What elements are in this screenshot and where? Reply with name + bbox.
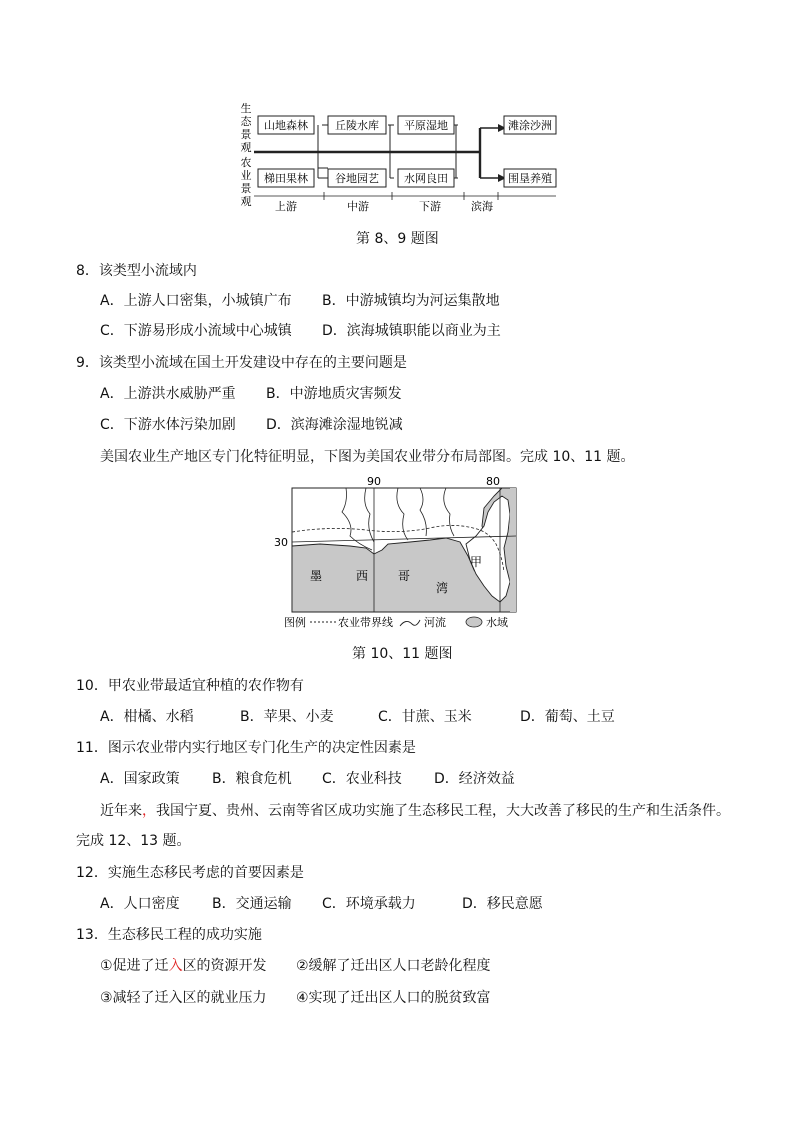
question-13-statement-2: ②缓解了迁出区人口老龄化程度 [296, 958, 491, 974]
question-12-option-b[interactable]: B．交通运输 [212, 896, 292, 912]
side-label-agri-2: 业 [240, 169, 252, 182]
us-agriculture-map [270, 474, 524, 634]
question-10-option-d[interactable]: D．葡萄、土豆 [520, 709, 615, 725]
question-10-option-a[interactable]: A．柑橘、水稻 [100, 709, 194, 725]
eco-box-tidal-flat: 滩涂沙洲 [508, 119, 552, 132]
legend-river-icon [400, 620, 420, 626]
question-12-option-c[interactable]: C．环境承载力 [322, 896, 416, 912]
intro-questions-12-13-line2: 完成 12、13 题。 [76, 833, 191, 849]
statement-1-part-b: 入 [168, 958, 183, 974]
side-label-eco-1: 生 [240, 102, 252, 115]
figure-caption-8-9: 第 8、9 题图 [356, 231, 439, 247]
legend-water-icon [466, 617, 482, 627]
question-11-option-c[interactable]: C．农业科技 [322, 771, 402, 787]
gulf-char-2: 西 [356, 569, 369, 583]
question-11-option-d[interactable]: D．经济效益 [434, 771, 515, 787]
side-label-agri-4: 观 [240, 195, 252, 208]
side-label-agri-1: 农 [240, 156, 252, 169]
question-9-stem: 9．该类型小流域在国土开发建设中存在的主要问题是 [76, 355, 407, 371]
agri-box-reclamation-aquaculture: 围垦养殖 [508, 172, 552, 185]
eco-box-plain-wetland: 平原湿地 [404, 119, 448, 132]
question-13-statement-4: ④实现了迁出区人口的脱贫致富 [296, 990, 491, 1006]
question-12-option-d[interactable]: D．移民意愿 [462, 896, 543, 912]
intro3-part-b: 我国宁夏、贵州、云南等省区成功实施了生态移民工程，大大改善了移民的生产和生活条件。 [156, 803, 730, 819]
section-midstream: 中游 [347, 200, 369, 213]
question-9-option-b[interactable]: B．中游地质灾害频发 [266, 386, 402, 402]
longitude-80-label: 80 [486, 475, 500, 488]
question-8-option-b[interactable]: B．中游城镇均为河运集散地 [322, 293, 500, 309]
question-8-option-d[interactable]: D．滨海城镇职能以商业为主 [322, 323, 501, 339]
side-label-eco-3: 景 [240, 128, 252, 141]
question-10-stem: 10．甲农业带最适宜种植的农作物有 [76, 678, 304, 694]
question-13-stem: 13．生态移民工程的成功实施 [76, 927, 262, 943]
intro3-part-a: 近年来 [100, 803, 142, 819]
intro3-comma: ， [142, 803, 156, 819]
agri-box-valley-horticulture: 谷地园艺 [335, 172, 379, 185]
section-coastal: 滨海 [471, 200, 493, 213]
belt-jia-label: 甲 [470, 555, 483, 569]
eco-box-mountain-forest: 山地森林 [264, 119, 308, 132]
question-11-option-a[interactable]: A．国家政策 [100, 771, 180, 787]
section-downstream: 下游 [419, 200, 441, 213]
question-10-option-b[interactable]: B．苹果、小麦 [240, 709, 334, 725]
longitude-90-label: 90 [367, 475, 381, 488]
side-label-agri-3: 景 [240, 182, 252, 195]
side-label-eco-4: 观 [240, 141, 252, 154]
legend-river-label: 河流 [424, 616, 446, 629]
question-8-stem: 8．该类型小流域内 [76, 263, 197, 279]
intro-questions-12-13-line1 [100, 800, 730, 820]
eco-box-hill-reservoir: 丘陵水库 [335, 119, 379, 132]
question-8-option-c[interactable]: C．下游易形成小流域中心城镇 [100, 323, 292, 339]
legend-water-label: 水域 [486, 616, 508, 629]
legend-title: 图例 [284, 616, 306, 629]
question-11-option-b[interactable]: B．粮食危机 [212, 771, 292, 787]
side-label-eco-2: 态 [240, 115, 252, 128]
landscape-diagram [236, 98, 568, 218]
question-13-statement-1 [100, 955, 267, 975]
agri-box-terrace-orchard: 梯田果林 [264, 172, 308, 185]
question-9-option-d[interactable]: D．滨海滩涂湿地锐减 [266, 417, 403, 433]
gulf-char-1: 墨 [310, 569, 323, 583]
question-12-option-a[interactable]: A．人口密度 [100, 896, 180, 912]
question-13-statement-3: ③减轻了迁入区的就业压力 [100, 990, 267, 1006]
statement-1-part-a: ①促进了迁 [100, 958, 169, 974]
question-9-option-a[interactable]: A．上游洪水威胁严重 [100, 386, 236, 402]
latitude-30-label: 30 [274, 536, 288, 549]
question-8-option-a[interactable]: A．上游人口密集，小城镇广布 [100, 293, 292, 309]
question-12-stem: 12．实施生态移民考虑的首要因素是 [76, 865, 304, 881]
question-9-option-c[interactable]: C．下游水体污染加剧 [100, 417, 236, 433]
gulf-char-3: 哥 [398, 569, 411, 583]
question-10-option-c[interactable]: C．甘蔗、玉米 [378, 709, 472, 725]
intro-questions-10-11: 美国农业生产地区专门化特征明显，下图为美国农业带分布局部图。完成 10、11 题。 [100, 449, 635, 465]
statement-1-part-c: 区的资源开发 [182, 958, 267, 974]
question-11-stem: 11．图示农业带内实行地区专门化生产的决定性因素是 [76, 740, 416, 756]
section-upstream: 上游 [275, 200, 297, 213]
legend-boundary-label: 农业带界线 [338, 616, 393, 629]
gulf-char-4: 湾 [436, 581, 449, 595]
figure-caption-10-11: 第 10、11 题图 [352, 646, 453, 662]
agri-box-water-network-field: 水网良田 [404, 172, 448, 185]
